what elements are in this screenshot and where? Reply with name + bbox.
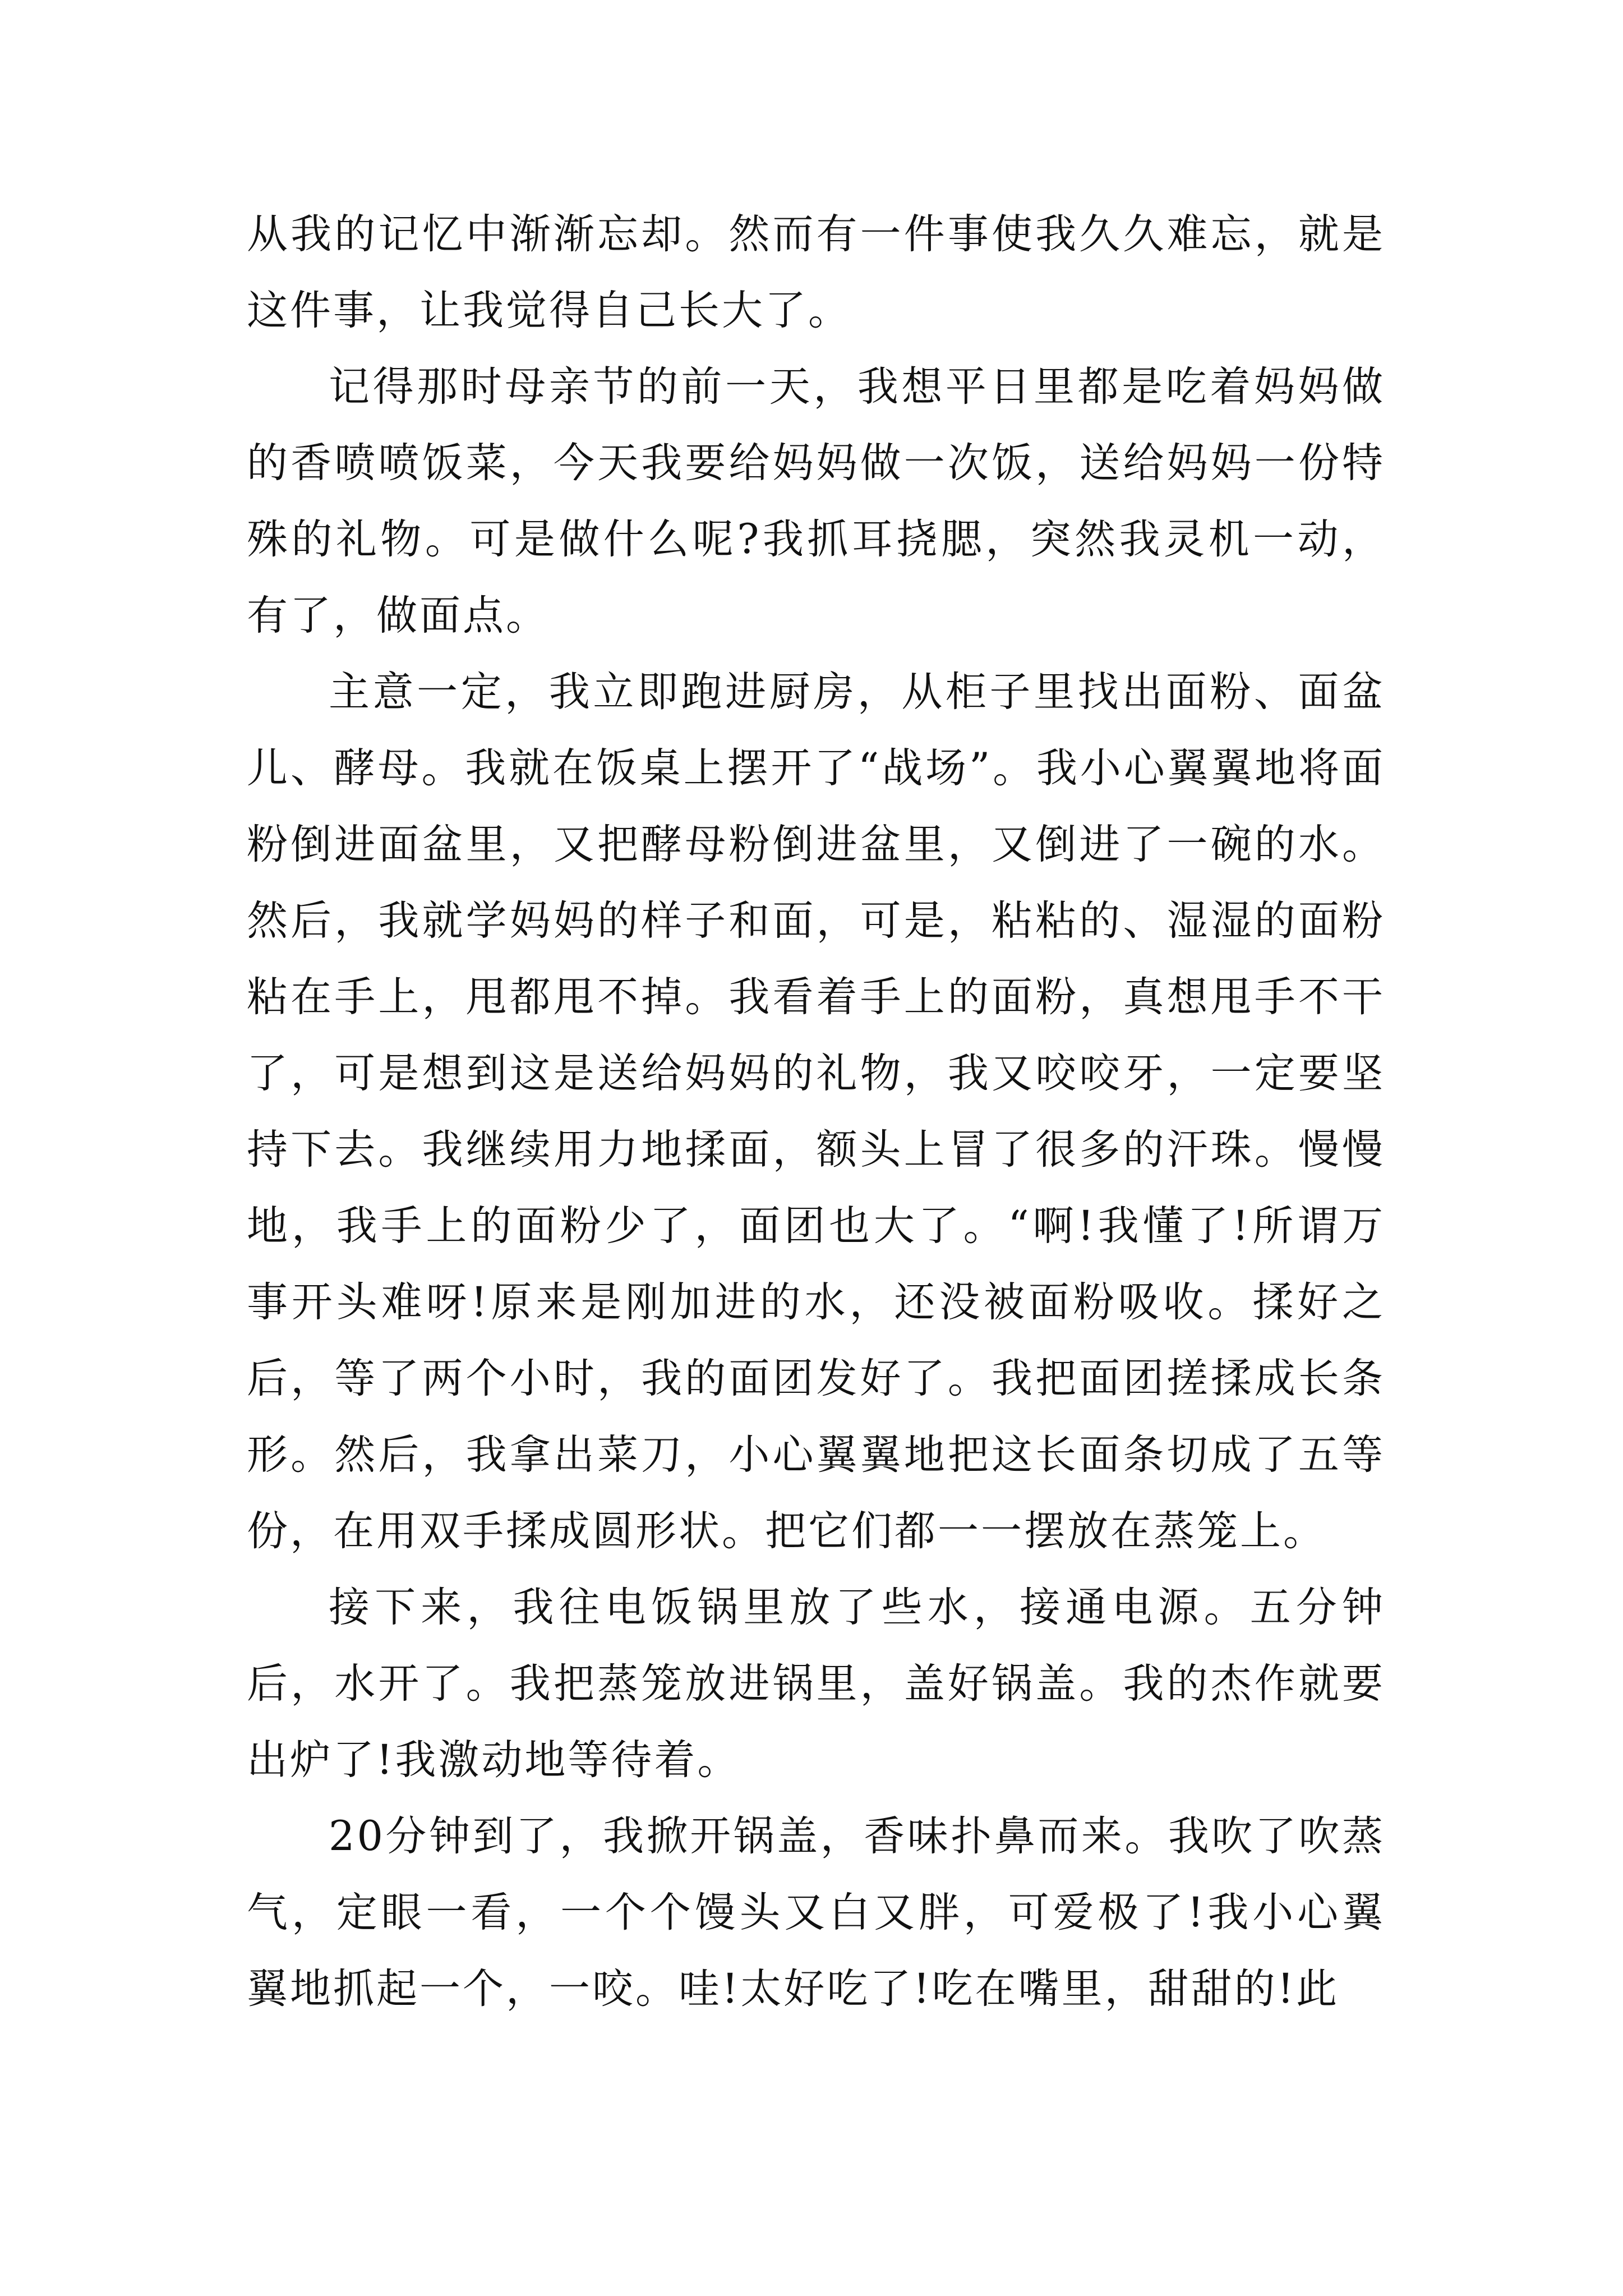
paragraph-2: 记得那时母亲节的前一天，我想平日里都是吃着妈妈做的香喷喷饭菜，今天我要给妈妈做一次饭，送给妈妈一份特殊的礼物。可是做什么呢?我抓耳挠腮，突然我灵机一动，有了，做面点。 bbox=[247, 363, 1385, 639]
paragraph-3: 主意一定，我立即跑进厨房，从柜子里找出面粉、面盆儿、酵母。我就在饭桌上摆开了“战场”。我小心翼翼地将面粉倒进面盆里，又把酵母粉倒进盆里，又倒进了一碗的水。然后，我就学妈妈的样子和面，可是，粘粘的、湿湿的面粉粘在手上，甩都甩不掉。我看着手上的面粉，真想甩手不干了，可是想到这是送给妈妈的礼物，我又咬咬牙，一定要坚持下去。我继续用力地揉面，额头上冒了很多的汗珠。慢慢地，我手上的面粉少了，面团也大了。“啊!我懂了!所谓万事开头难呀!原来是刚加进的水，还没被面粉吸收。揉好之后，等了两个小时，我的面团发好了。我把面团搓揉成长条形。然后，我拿出菜刀，小心翼翼地把这长面条切成了五等份，在用双手揉成圆形状。把它们都一一摆放在蒸笼上。 bbox=[247, 668, 1385, 1555]
paragraph-1: 从我的记忆中渐渐忘却。然而有一件事使我久久难忘，就是这件事，让我觉得自己长大了。 bbox=[247, 210, 1385, 334]
paragraph-4: 接下来，我往电饭锅里放了些水，接通电源。五分钟后，水开了。我把蒸笼放进锅里，盖好锅盖。我的杰作就要出炉了!我激动地等待着。 bbox=[247, 1584, 1385, 1784]
paragraph-5: 20分钟到了，我掀开锅盖，香味扑鼻而来。我吹了吹蒸气，定眼一看，一个个馒头又白又胖，可爱极了!我小心翼翼地抓起一个，一咬。哇!太好吃了!吃在嘴里，甜甜的!此 bbox=[247, 1812, 1385, 2013]
document-body bbox=[247, 196, 1385, 2027]
